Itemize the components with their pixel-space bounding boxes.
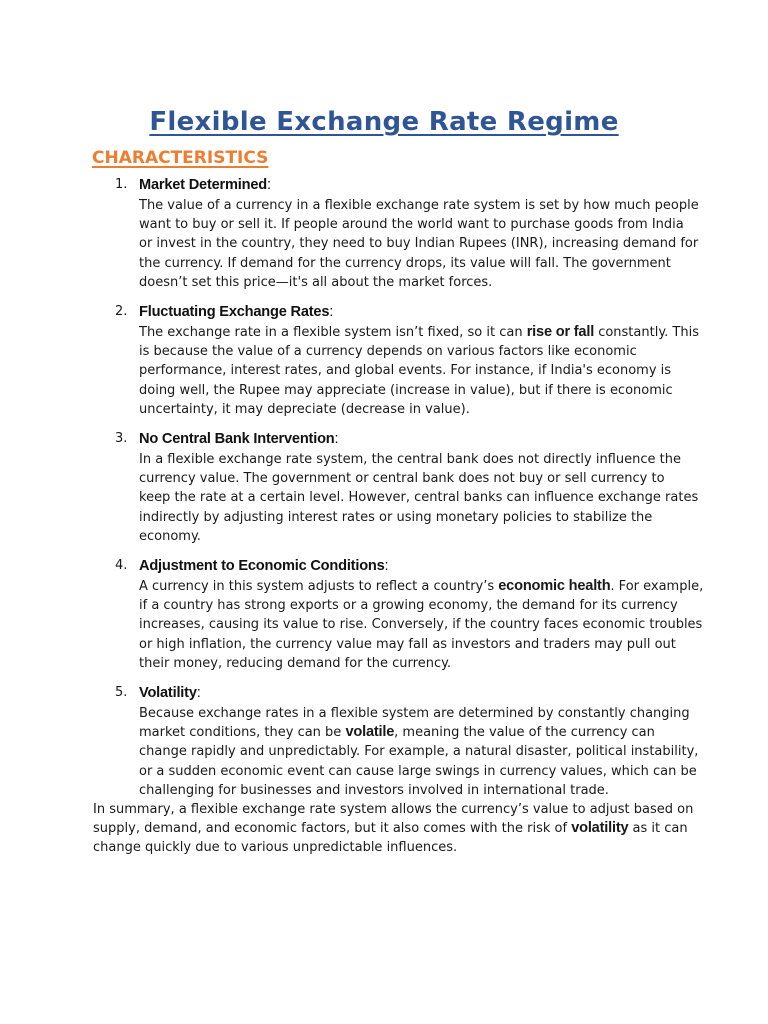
label-colon: : (267, 177, 271, 193)
characteristic-heading (0, 428, 768, 450)
characteristic-title: Volatility (139, 685, 197, 702)
characteristic-description (139, 323, 699, 419)
document-title: Flexible Exchange Rate Regime (149, 107, 619, 137)
description-line (139, 323, 699, 342)
characteristic-label (139, 555, 388, 577)
description-line (139, 381, 685, 400)
body-text: In a flexible exchange rate system, the central bank does not directly influence the (139, 452, 681, 468)
description-line (139, 615, 703, 634)
body-text: doing well, the Rupee may appreciate (increase in value), but if there is economic (139, 382, 673, 398)
description-line (139, 254, 685, 273)
body-text: their money, reducing demand for the currency. (139, 655, 452, 671)
list-number: 5. (115, 685, 128, 701)
summary-line (93, 819, 693, 838)
description-line (139, 400, 685, 419)
characteristic-description (139, 577, 704, 673)
body-text: The exchange rate in a flexible system isn’t fixed, so it can (139, 325, 527, 341)
characteristic-item (0, 174, 768, 292)
label-colon: : (329, 304, 334, 321)
description-line (139, 488, 699, 507)
list-number: 1. (115, 177, 128, 192)
body-text: or high inflation, the currency value may fall as investors and traders may pull out (139, 636, 676, 652)
body-text: change quickly due to various unpredictable influences. (93, 840, 458, 856)
characteristic-heading (0, 174, 768, 196)
body-text: market conditions, they can be (139, 725, 346, 741)
characteristic-item (0, 428, 768, 546)
body-text: constantly. This (594, 325, 699, 341)
characteristic-label (139, 682, 201, 704)
description-line (139, 361, 685, 380)
body-text: indirectly by adjusting interest rates or using monetary policies to stabilize the (139, 509, 653, 525)
body-text: economy. (139, 528, 201, 544)
description-line (139, 723, 685, 742)
characteristic-heading (0, 682, 768, 704)
body-text: . For example, (610, 579, 704, 595)
body-text: , meaning the value of the currency can (394, 725, 655, 741)
label-colon: : (334, 431, 339, 448)
body-text: Because exchange rates in a flexible system are determined by constantly changing (139, 706, 690, 722)
description-line (139, 635, 685, 654)
characteristic-item (0, 555, 768, 673)
description-line (139, 469, 685, 488)
characteristic-description (139, 196, 699, 292)
emphasis-text: volatile (345, 724, 395, 741)
summary-paragraph (93, 800, 693, 858)
body-text: increases, causing its value to rise. Conversely, if the country faces economic troubles (139, 617, 703, 633)
emphasis-text: economic health (498, 578, 611, 595)
body-text: want to buy or sell it. If people around the world want to purchase goods from India (139, 217, 684, 233)
description-line (139, 273, 685, 292)
characteristic-label (139, 428, 338, 450)
description-line (139, 704, 690, 723)
list-number: 2. (115, 304, 128, 320)
characteristic-title: Market Determined (139, 177, 267, 193)
characteristic-label (139, 301, 333, 323)
body-text: doesn’t set this price—it's all about the market forces. (139, 274, 493, 290)
section-heading: CHARACTERISTICS (92, 148, 269, 168)
characteristic-heading (0, 555, 768, 577)
characteristic-item (0, 301, 768, 419)
body-text: In summary, a flexible exchange rate system allows the currency’s value to adjust based on (93, 802, 694, 817)
characteristic-heading (0, 301, 768, 323)
description-line (139, 342, 685, 361)
characteristic-description (139, 450, 699, 546)
description-line (139, 527, 685, 546)
body-text: or a sudden economic event can cause large swings in currency values, which can be (139, 763, 697, 779)
body-text: change rapidly and unpredictably. For example, a natural disaster, political instability, (139, 744, 699, 760)
description-line (139, 508, 685, 527)
characteristics-list (0, 174, 768, 809)
body-text: or invest in the country, they need to buy Indian Rupees (INR), increasing demand for (139, 236, 699, 252)
label-colon: : (196, 685, 201, 702)
description-line (139, 215, 685, 234)
description-line (139, 654, 685, 673)
characteristic-description (139, 704, 699, 800)
body-text: keep the rate at a certain level. However, central banks can influence exchange rates (139, 490, 699, 506)
body-text: the currency. If demand for the currency drops, its value will fall. The government (139, 255, 671, 271)
list-number: 4. (115, 558, 128, 574)
description-line (139, 450, 685, 469)
description-line (139, 762, 697, 781)
body-text: The value of a currency in a flexible exchange rate system is set by how much people (139, 198, 699, 213)
body-text: uncertainty, it may depreciate (decrease in value). (139, 401, 470, 417)
summary-line (93, 800, 693, 819)
emphasis-text: rise or fall (526, 324, 595, 341)
description-line (139, 596, 685, 615)
characteristic-title: Fluctuating Exchange Rates (139, 304, 330, 321)
characteristic-title: Adjustment to Economic Conditions (139, 558, 385, 575)
summary-line (93, 838, 693, 857)
body-text: is because the value of a currency depends on various factors like economic (139, 344, 637, 360)
description-line (139, 742, 699, 761)
characteristic-item (0, 682, 768, 800)
body-text: supply, demand, and economic factors, but it also comes with the risk of (93, 821, 572, 837)
body-text: performance, interest rates, and global events. For instance, if India's economy is (139, 363, 672, 379)
label-colon: : (384, 558, 389, 575)
emphasis-text: volatility (571, 820, 629, 837)
description-line (139, 234, 699, 253)
body-text: A currency in this system adjusts to reflect a country’s (139, 579, 499, 595)
body-text: if a country has strong exports or a growing economy, the demand for its currency (139, 598, 678, 614)
body-text: as it can (628, 821, 688, 837)
description-line (139, 577, 704, 596)
body-text: challenging for businesses and investors involved in international trade. (139, 782, 609, 798)
description-line (139, 781, 685, 800)
list-number: 3. (115, 431, 128, 447)
characteristic-label (139, 174, 271, 196)
body-text: currency value. The government or central bank does not buy or sell currency to (139, 471, 665, 487)
description-line (139, 196, 699, 215)
characteristic-title: No Central Bank Intervention (139, 431, 335, 448)
